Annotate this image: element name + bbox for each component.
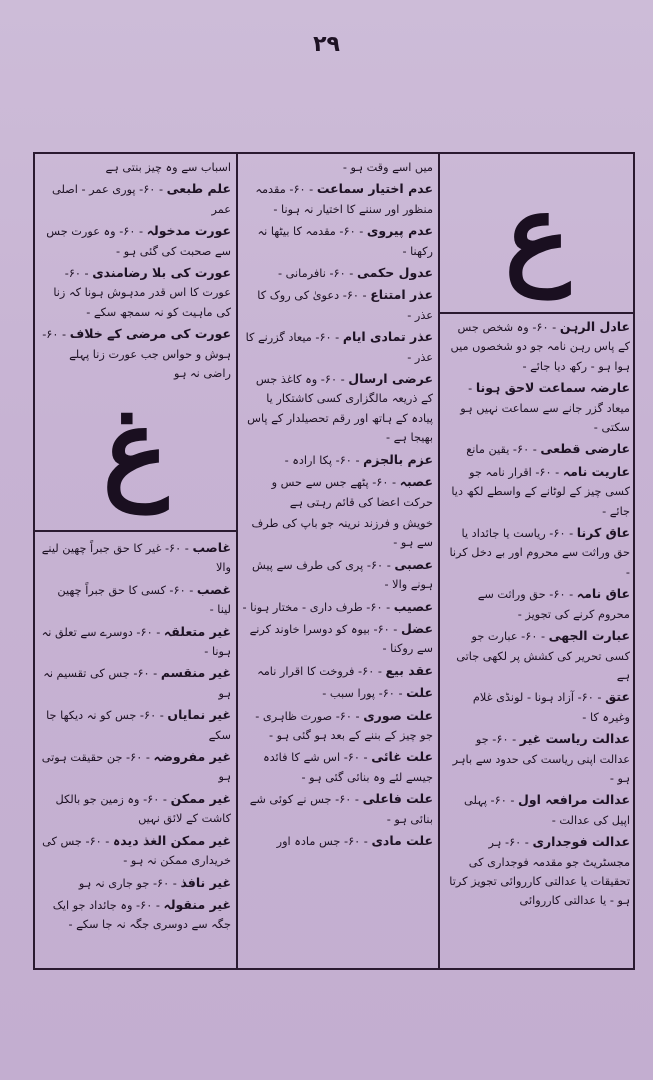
- entry-definition: - ۶۰- پری کی طرف سے پیش ہونے والا -: [251, 558, 433, 592]
- entry-headword: عصبہ: [399, 474, 433, 490]
- entry-definition: خویش و فرزند نرینہ جو باپ کی طرف سے ہو -: [251, 516, 433, 550]
- entry-definition: - ۶۰- آزاد ہونا - لونڈی غلام وغیرہ کا -: [472, 691, 630, 724]
- dictionary-entry: [444, 317, 630, 376]
- entry-headword: عذر امتناع: [370, 287, 433, 303]
- dictionary-entry: [444, 790, 630, 830]
- dictionary-entry: [41, 179, 231, 219]
- entry-definition: - ۶۰- جس مادہ اور: [276, 835, 368, 848]
- dictionary-entry: [444, 626, 630, 685]
- entry-headword: علت صوری: [363, 707, 433, 723]
- entry-definition: - ۶۰- وہ شخص جس کے پاس رہن نامہ جو دو شخصوں میں ہوا ہو - رکھ دیا جائے -: [450, 321, 630, 373]
- dictionary-entry: [242, 597, 433, 617]
- entry-headword: غیر ممکن الغذ دیدہ: [112, 832, 231, 848]
- entry-headword: عورت کی بلا رضامندی: [92, 265, 231, 281]
- ghain-letter-heading: غ: [102, 384, 169, 513]
- entry-definition: اسباب سے وہ چیز بنتی ہے: [105, 161, 231, 174]
- dictionary-entry: [242, 619, 433, 659]
- dictionary-entry: [444, 439, 630, 459]
- dictionary-entry: [242, 514, 433, 553]
- entry-headword: عصیب: [393, 598, 433, 614]
- entry-headword: غیر منقسم: [160, 665, 231, 681]
- dictionary-entry: [242, 747, 433, 787]
- dictionary-entry: [242, 179, 433, 219]
- entry-headword: عدالت مرافعہ اول: [518, 792, 630, 808]
- ain-box-divider: [438, 312, 635, 314]
- dictionary-entry: [444, 584, 630, 624]
- entry-definition: - ۶۰- وہ کاغذ جس کے ذریعہ مالگزاری کسی کاشتکار یا پیادہ کے ہاتھ اور رقم تحصیلدار کے پاس بھیجا ہے -: [247, 373, 433, 445]
- entry-definition: - ۶۰- اس شے کا فائدہ جیسے لئے وہ بنائی گئی ہو -: [262, 751, 433, 784]
- entry-headword: عذر تمادی ایام: [342, 329, 433, 345]
- dictionary-entry: [41, 324, 231, 380]
- dictionary-entry: [242, 221, 433, 261]
- entry-definition: میں اسے وقت ہو -: [342, 161, 433, 174]
- entry-definition: - ۶۰- بیوہ کو دوسرا خاوند کرنے سے روکنا -: [249, 622, 433, 656]
- entry-headword: عضل: [400, 620, 433, 636]
- left-top-entries: [41, 158, 231, 380]
- entry-headword: غیر ممکن: [170, 790, 231, 806]
- dictionary-entry: [242, 285, 433, 325]
- entry-headword: عورت کی مرضی کے خلاف: [69, 326, 231, 342]
- entry-definition: - ۶۰- عبارت جو کسی تحریر کی کشش پر لکھی جاتی ہے: [456, 630, 630, 682]
- entry-definition: - ۶۰- طرف داری - مختار ہونا -: [242, 600, 391, 614]
- dictionary-entry: [41, 663, 231, 703]
- entry-headword: عدم پیروی: [366, 223, 433, 239]
- dictionary-entry: [444, 729, 630, 788]
- dictionary-entry: [444, 523, 630, 582]
- entry-definition: - ۶۰- پٹھے جس سے حس و حرکت اعضا کی قائم رہتی ہے: [271, 476, 433, 509]
- dictionary-entry: [242, 706, 433, 746]
- ghain-box-divider: [35, 530, 236, 532]
- entry-definition: - ۶۰- غیر کا حق جبراً چھین لینے والا: [41, 542, 231, 575]
- entry-headword: علت فاعلی: [362, 791, 433, 807]
- entry-definition: - ۶۰- جو جاری نہ ہو: [78, 876, 177, 890]
- entry-headword: عتق: [605, 689, 630, 705]
- entry-definition: - ۶۰- ہر مجسٹریٹ جو مقدمہ فوجداری کی تحقیقات یا عدالتی کارروائی تجویز کرتا ہو - یا عدالتی کارروائی: [449, 836, 630, 908]
- entry-definition: - ۶۰- دوسرے سے تعلق نہ ہونا -: [41, 625, 231, 659]
- entry-headword: علت غائی: [371, 749, 433, 765]
- entry-definition: - ۶۰- حق وراثت سے محروم کرنے کی تجویز -: [477, 588, 630, 621]
- entry-definition: - ۶۰- پکا ارادہ -: [284, 453, 360, 467]
- dictionary-entry: [444, 378, 630, 437]
- middle-column-entries: [242, 158, 433, 964]
- dictionary-entry: [242, 327, 433, 367]
- entry-headword: عدم اختیار سماعت: [316, 181, 433, 197]
- entry-headword: عدالت ریاست غیر: [519, 731, 630, 747]
- entry-headword: عصبی: [394, 556, 433, 572]
- entry-headword: عادل الرہن: [559, 319, 630, 334]
- entry-headword: غیر مفروضہ: [153, 749, 231, 765]
- entry-headword: عبارت الجھی: [548, 628, 630, 644]
- entry-headword: غصب: [196, 581, 231, 597]
- dictionary-entry: [242, 789, 433, 829]
- page-number: ۲۹: [313, 32, 340, 57]
- dictionary-entry: [444, 832, 630, 911]
- dictionary-entry: [41, 263, 231, 322]
- dictionary-entry: [41, 873, 231, 893]
- right-column-entries: [444, 317, 630, 965]
- entry-definition: - ۶۰- عورت کا اس قدر مدہوش ہونا کہ زنا کی ماہیت کو نہ سمجھ سکے -: [53, 267, 231, 319]
- entry-definition: - ۶۰- ہوش و حواس جب عورت زنا پہلے راضی نہ ہو: [42, 328, 231, 380]
- entry-headword: غاصب: [192, 540, 231, 555]
- entry-definition: - ۶۰- وہ زمین جو بالکل کاشت کے لائق نہیں: [55, 792, 231, 826]
- page-frame: [33, 152, 635, 970]
- dictionary-entry: [242, 472, 433, 512]
- entry-headword: عدالت فوجداری: [532, 834, 630, 850]
- entry-definition: - ۶۰- جس نے کوئی شے بنائی ہو -: [249, 793, 433, 826]
- dictionary-entry: [242, 369, 433, 448]
- entry-headword: غیر نمایاں: [167, 707, 231, 723]
- dictionary-entry: [41, 622, 231, 662]
- entry-headword: علت مادی: [371, 833, 433, 848]
- dictionary-entry: [242, 263, 433, 283]
- dictionary-entry: [242, 555, 433, 595]
- entry-definition: - ۶۰- جس کی تقسیم نہ ہو: [43, 667, 231, 700]
- entry-definition: - ۶۰- صورت ظاہری - جو چیز کے بننے کے بعد ہو گئی ہو -: [255, 709, 433, 742]
- entry-headword: عقد بیع: [385, 662, 433, 678]
- entry-headword: علت: [406, 685, 433, 701]
- entry-definition: - میعاد گزر جانے سے سماعت نہیں ہو سکتی -: [460, 382, 630, 435]
- entry-headword: غیر منقولہ: [163, 896, 231, 912]
- entry-definition: - ۶۰- پورا سبب -: [322, 687, 403, 701]
- dictionary-entry: [41, 580, 231, 620]
- entry-definition: - ۶۰- جس کی خریداری ممکن نہ ہو -: [42, 834, 231, 868]
- dictionary-entry: [41, 747, 231, 787]
- entry-headword: غیر متعلقہ: [163, 623, 231, 639]
- dictionary-entry: [242, 831, 433, 851]
- entry-definition: - ۶۰- پوری عمر - اصلی عمر: [52, 183, 231, 216]
- column-divider-left: [236, 154, 238, 968]
- entry-definition: - ۶۰- فروخت کا اقرار نامہ: [257, 664, 382, 678]
- entry-headword: عارضی قطعی: [540, 441, 630, 457]
- dictionary-entry: [41, 789, 231, 829]
- entry-definition: - ۶۰- مقدمہ منظور اور سننے کا اختیار نہ ہونا -: [255, 183, 433, 216]
- entry-definition: - ۶۰- مقدمہ کا بیٹھا نہ رکھنا -: [257, 225, 433, 258]
- entry-definition: - ۶۰- یقین مانع: [466, 443, 537, 457]
- dictionary-entry: [41, 221, 231, 261]
- entry-headword: عاریت نامہ: [562, 463, 630, 479]
- entry-definition: - ۶۰- جن حقیقت ہوتی ہو: [41, 751, 231, 784]
- entry-definition: - ۶۰- نافرمانی -: [277, 267, 354, 281]
- entry-definition: - ۶۰- اقرار نامہ جو کسی چیز کے لوٹانے کے واسطے لکھ دیا جائے -: [451, 465, 630, 518]
- entry-headword: عزم بالجزم: [363, 451, 433, 467]
- dictionary-entry: [444, 687, 630, 727]
- dictionary-entry: [41, 705, 231, 745]
- entry-definition: - ۶۰- میعاد گزرنے کا عذر -: [245, 331, 433, 364]
- entry-headword: غیر نافذ: [180, 874, 231, 890]
- entry-headword: عاق کرنا: [576, 525, 630, 541]
- entry-definition: - ۶۰- پہلی اپیل کی عدالت -: [464, 794, 630, 827]
- entry-headword: عورت مدخولہ: [146, 223, 231, 239]
- entry-definition: - ۶۰- دعویٰ کی روک کا عذر -: [257, 289, 433, 322]
- entry-definition: - ۶۰- جو عدالت اپنی ریاست کی حدود سے باہر ہو -: [452, 733, 630, 785]
- dictionary-entry: [41, 831, 231, 871]
- entry-definition: - ۶۰- جس کو نہ دیکھا جا سکے: [46, 709, 231, 742]
- dictionary-entry: [242, 450, 433, 470]
- entry-headword: عدول حکمی: [356, 265, 433, 281]
- entry-headword: علم طبعی: [166, 181, 231, 197]
- entry-definition: - ۶۰- کسی کا حق جبراً چھین لینا -: [57, 583, 231, 617]
- entry-definition: - ۶۰- ریاست یا جائداد یا حق وراثت سے محروم اور بے دخل کرنا -: [449, 527, 630, 579]
- dictionary-entry: [242, 158, 433, 177]
- dictionary-entry: [41, 538, 231, 578]
- entry-headword: عرضی ارسال: [348, 371, 433, 387]
- dictionary-entry: [444, 462, 630, 521]
- entry-definition: - ۶۰- وہ جائداد جو ایک جگہ سے دوسری جگہ نہ جا سکے -: [52, 898, 231, 932]
- left-bottom-entries: [41, 538, 231, 966]
- entry-headword: عاق نامہ: [576, 586, 630, 602]
- ain-letter-heading: ع: [504, 169, 571, 298]
- dictionary-entry: [41, 895, 231, 935]
- entry-headword: عارضہ سماعت لاحق ہونا: [475, 380, 630, 396]
- dictionary-entry: [242, 683, 433, 703]
- dictionary-entry: [41, 158, 231, 177]
- entry-definition: - ۶۰- وہ عورت جس سے صحبت کی گئی ہو -: [46, 225, 231, 258]
- dictionary-entry: [242, 661, 433, 681]
